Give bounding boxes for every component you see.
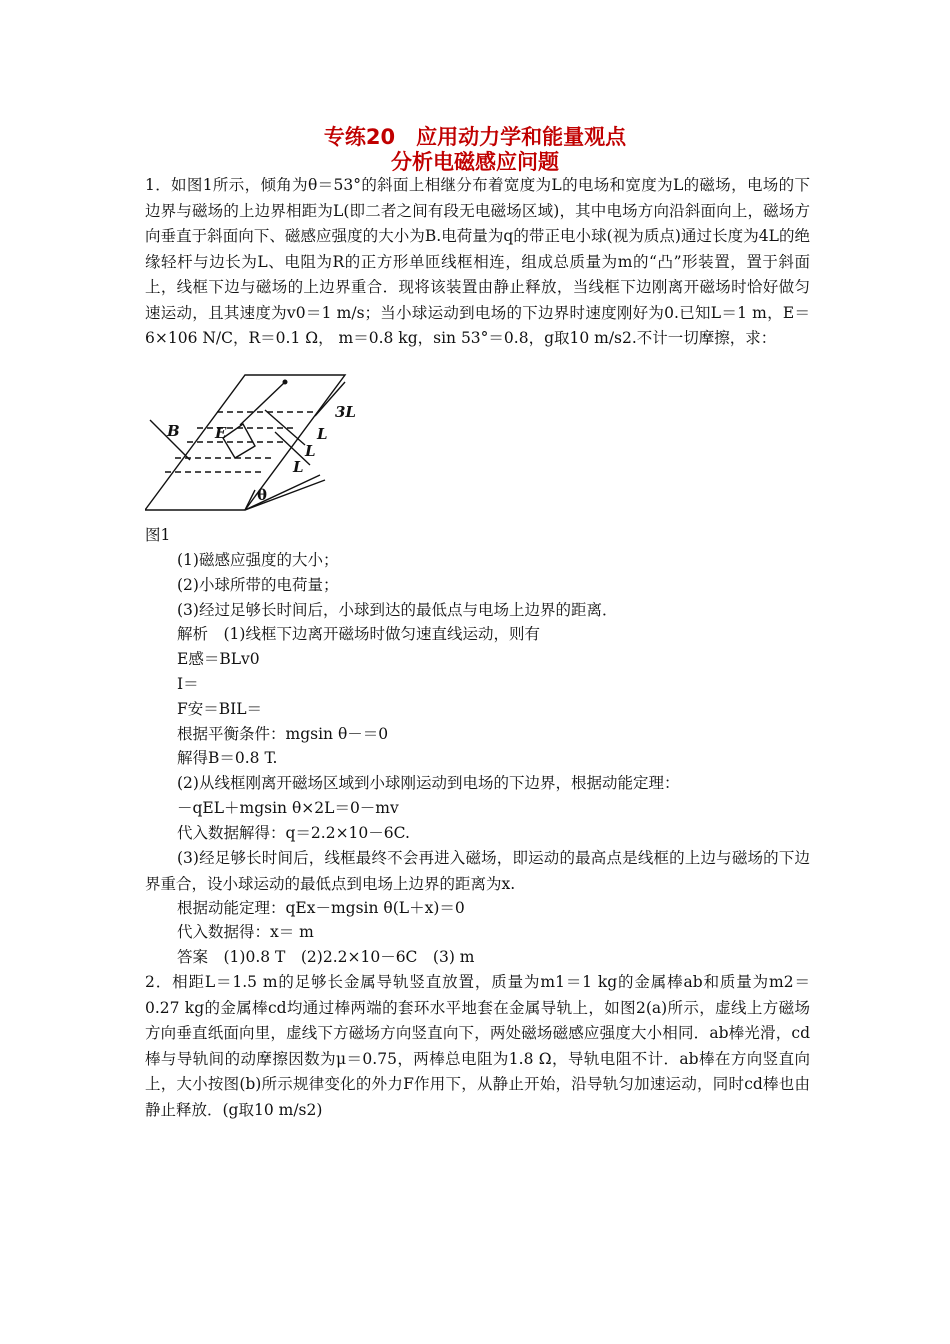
label-L-2: L <box>305 442 316 460</box>
solution-line-8: －qEL＋mgsin θ×2L＝0－mv <box>177 799 399 817</box>
label-L-3: L <box>293 458 304 476</box>
solution-line-10: (3)经足够长时间后，线框最终不会再进入磁场，即运动的最高点是线框的上边与磁场的下边界重合，设小球运动的最低点到电场上边界的距离为x. <box>145 849 810 893</box>
solution-line-11: 根据动能定理：qEx－mgsin θ(L＋x)＝0 <box>177 899 465 917</box>
question-2: (2)小球所带的电荷量； <box>177 576 339 594</box>
figure-1-diagram <box>145 370 385 515</box>
label-L-1: L <box>317 425 328 443</box>
charged-ball <box>283 380 288 385</box>
label-B: B <box>167 422 180 440</box>
problem-2-statement: 2．相距L＝1.5 m的足够长金属导轨竖直放置，质量为m1＝1 kg的金属棒ab和质量为m2＝0.27 kg的金属棒cd均通过棒两端的套环水平地套在金属导轨上，如图2(a)所示，虚线上方磁场方向垂直纸面向里，虚线下方磁场方向竖直向下，两处磁场磁感应强度大小相同．ab棒光滑，cd棒与导轨间的动摩擦因数为μ＝0.75，两棒总电阻为1.8 Ω，导轨电阻不计．ab棒在方向竖直向上，大小按图(b)所示规律变化的外力F作用下，从静止开始，沿导轨匀加速运动，同时cd棒也由静止释放．(g取10 m/s2) <box>145 973 810 1119</box>
solution-line-4: F安＝BIL＝ <box>177 700 263 718</box>
question-1: (1)磁感应强度的大小； <box>177 551 339 569</box>
solution-line-1: 解析 (1)线框下边离开磁场时做匀速直线运动，则有 <box>177 625 540 643</box>
solution-line-6: 解得B＝0.8 T. <box>177 749 278 767</box>
problem-1-statement: 1．如图1所示，倾角为θ＝53°的斜面上相继分布着宽度为L的电场和宽度为L的磁场，电场的下边界与磁场的上边界相距为L(即二者之间有段无电磁场区域)，其中电场方向沿斜面向上，磁场方向垂直于斜面向下、磁感应强度的大小为B.电荷量为q的带正电小球(视为质点)通过长度为4L的绝缘轻杆与边长为L、电阻为R的正方形单匝线框相连，组成总质量为m的“凸”形装置，置于斜面上，线框下边与磁场的上边界重合．现将该装置由静止释放，当线框下边刚离开磁场时恰好做匀速运动，且其速度为v0＝1 m/s；当小球运动到电场的下边界时速度刚好为0.已知L＝1 m，E＝6×106 N/C，R＝0.1 Ω， m＝0.8 kg，sin 53°＝0.8，g取10 m/s2.不计一切摩擦，求： <box>145 176 810 347</box>
solution-line-12: 代入数据得：x＝ m <box>177 923 314 941</box>
solution-line-7: (2)从线框刚离开磁场区域到小球刚运动到电场的下边界，根据动能定理： <box>177 774 680 792</box>
answer-line: 答案 (1)0.8 T (2)2.2×10－6C (3) m <box>177 948 475 966</box>
label-theta: θ <box>257 486 268 504</box>
title-line-1: 专练20 应用动力学和能量观点 <box>323 125 627 149</box>
solution-line-9: 代入数据解得：q＝2.2×10－6C. <box>177 824 410 842</box>
question-3: (3)经过足够长时间后，小球到达的最低点与电场上边界的距离． <box>177 601 618 619</box>
label-3L: 3L <box>335 403 356 421</box>
solution-line-5: 根据平衡条件：mgsin θ－＝0 <box>177 725 389 743</box>
insulating-rod <box>240 382 285 425</box>
solution-line-2: E感＝BLv0 <box>177 650 260 668</box>
figure-1-caption: 图1 <box>145 526 171 544</box>
square-frame <box>223 424 255 458</box>
title-line-2: 分析电磁感应问题 <box>391 150 559 174</box>
label-E: E <box>215 424 227 442</box>
solution-line-3: I＝ <box>177 675 199 693</box>
